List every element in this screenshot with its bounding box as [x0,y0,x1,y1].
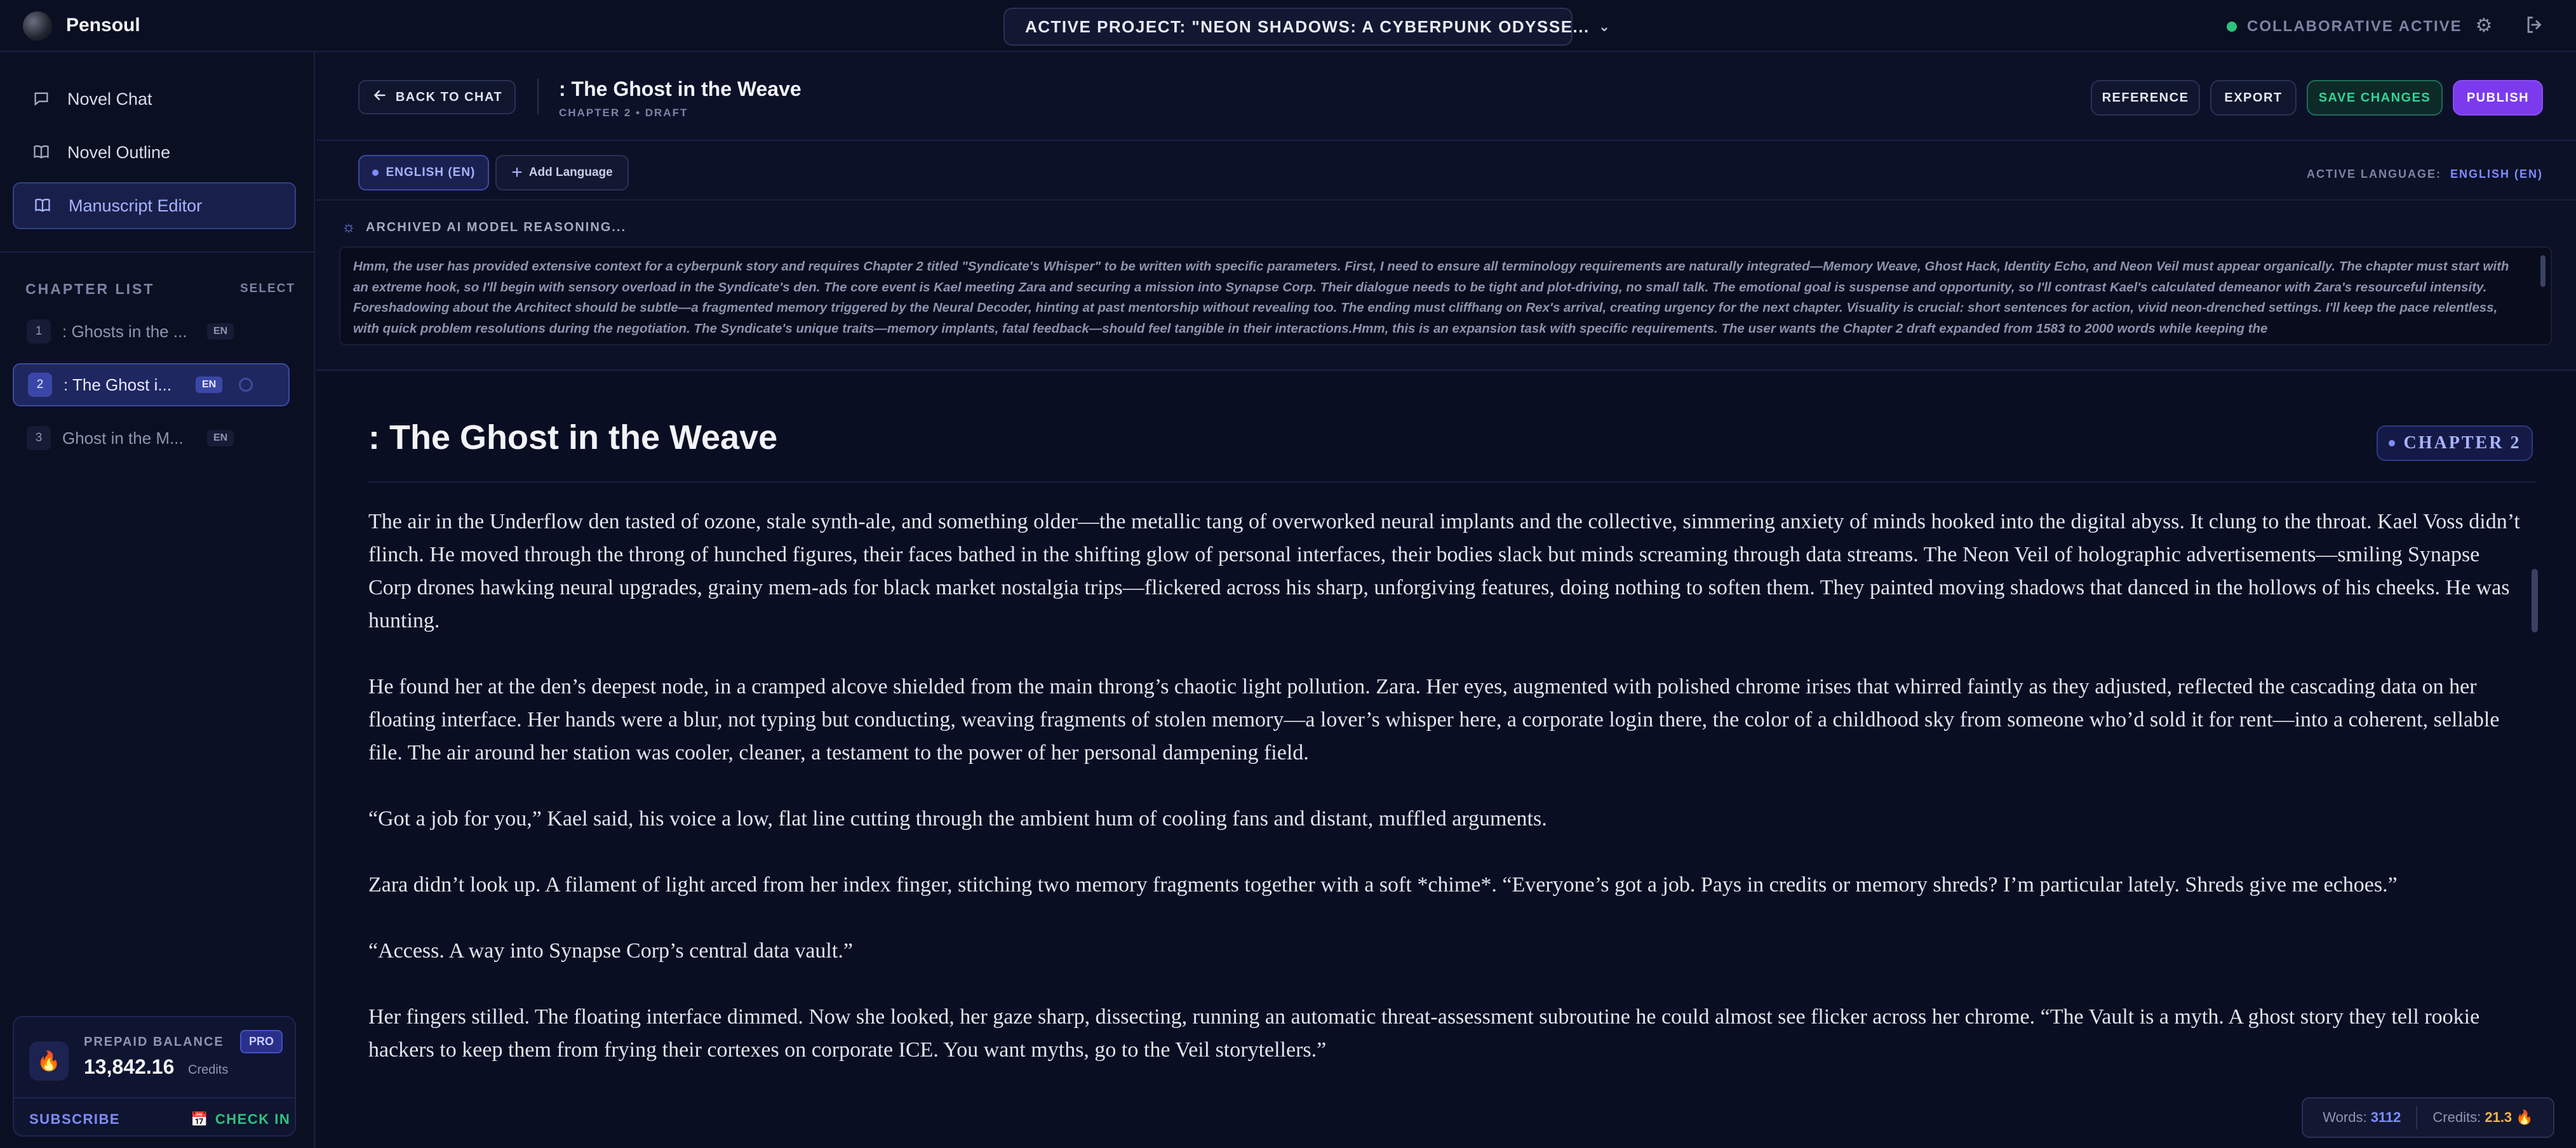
loading-ring-icon [239,378,253,392]
chapter-title: : The Ghost in the Weave [559,77,802,100]
fire-icon: 🔥 [29,1041,69,1081]
chapter-label: : Ghosts in the ... [62,321,187,341]
arrow-left-icon [372,87,388,107]
nav-label: Manuscript Editor [69,196,203,215]
reasoning-panel [316,202,2576,371]
chapter-lang-badge: EN [207,323,234,340]
project-name: ACTIVE PROJECT: "NEON SHADOWS: A CYBERPUNK ODYSSE... [1025,17,1590,36]
sparkle-icon: ☼ [342,218,357,236]
chapter-list-title: CHAPTER LIST [25,281,155,297]
chapter-number: 3 [27,426,51,450]
book-icon [32,143,51,162]
project-selector[interactable] [1003,8,1611,46]
paragraph: “Got a job for you,” Kael said, his voice a low, flat line cutting through the ambient hum of cooling fans and distant, muffled arguments. [368,807,1547,831]
logout-icon[interactable] [2523,14,2547,38]
divider [537,79,539,114]
reasoning-box[interactable] [339,246,2552,345]
nav-label: Novel Outline [67,142,171,162]
active-language [2307,168,2543,181]
back-label: BACK TO CHAT [395,90,503,104]
reasoning-header[interactable] [342,218,626,236]
subscribe-button[interactable]: SUBSCRIBE [29,1111,121,1127]
reasoning-text: Hmm, the user has provided extensive context for a cyberpunk story and requires Chapter 2 titled "Syndicate's Whisper" to be written with specific parameters. First, I need to ensure all terminology requirements are naturally integrated—Memory Weave, Ghost Hack, Identity Echo, and Neon Veil must appear organically. The chapter must start with an extreme hook, so I'll begin with sensory overload in the Syndicate's den. The core event is Kael meeting Zara and securing a mission into Synapse Corp. Their dialogue needs to be tight and plot-driving, no small talk. The emotional goal is suspense and opportunity, so I'll contrast Kael's calculated demeanor with Zara's resourceful intensity. Foreshadowing about the Architect should be subtle—a fragmented memory triggered by the Neural Decoder, hinting at past mentorship without revealing too. The ending must cliffhang on Rex's arrival, creating urgency for the next chapter. Visuality is crucial: short sentences for action, vivid neon-drenched settings. I'll keep the pace relentless, with quick problem resolutions during the negotiation. The Syndicate's unique traits—memory implants, fatal feedback—should feel tangible in their interactions.Hmm, this is an expansion task with specific requirements. The user wants the Chapter 2 draft expanded from 1583 to 2000 words while keeping the [353,259,2509,336]
credits-value: 21.3 [2485,1109,2512,1125]
language-chip-en[interactable] [358,155,489,190]
words-value: 3112 [2370,1109,2401,1125]
check-in-label: CHECK IN [215,1111,291,1127]
credits-stat [2432,1109,2533,1126]
chapter-number: 2 [28,373,52,397]
open-book-icon [33,196,52,215]
dot-icon [2389,440,2395,446]
export-button[interactable]: EXPORT [2210,80,2297,116]
nav-novel-chat[interactable] [13,76,296,123]
words-label: Words: [2323,1109,2367,1125]
credits-label: Credits: [2432,1109,2481,1125]
stats-bar [2302,1097,2554,1138]
chat-icon [32,90,51,109]
chevron-down-icon: ⌄ [1598,18,1611,34]
divider [2416,1106,2417,1129]
manuscript-body[interactable] [368,505,2528,1140]
brand-name: Pensoul [66,15,140,36]
back-to-chat-button[interactable] [358,80,516,114]
chapter-lang-badge: EN [207,430,234,446]
words-stat [2323,1109,2401,1126]
calendar-icon: 📅 [191,1111,209,1127]
chapter-number: 1 [27,319,51,344]
save-changes-button[interactable]: SAVE CHANGES [2307,80,2443,116]
paragraph: Her fingers stilled. The floating interface dimmed. Now she looked, her gaze sharp, dissecting, running an automatic threat-assessment subroutine he could almost see flicker across her chrome. “The Vault is a myth. A ghost story they tell rookie hackers to keep them from frying their cortexes on corporate ICE. You want myths, go to the Veil storytellers.” [368,1005,2480,1062]
logo-icon[interactable] [23,11,52,41]
collab-status [2227,18,2462,36]
reasoning-title: ARCHIVED AI MODEL REASONING... [366,220,627,234]
gear-icon[interactable]: ⚙ [2475,15,2493,36]
add-language-label: Add Language [528,166,613,179]
pro-badge: PRO [240,1030,283,1053]
chapter-subtitle: CHAPTER 2 • DRAFT [559,107,688,119]
top-bar [0,0,2576,52]
add-language-button[interactable] [495,155,629,190]
chapter-item-1[interactable] [13,310,290,353]
balance-amount: 13,842.16 [84,1055,175,1078]
select-button[interactable]: SELECT [240,282,295,295]
active-language-value: ENGLISH (EN) [2450,168,2543,180]
paragraph: Zara didn’t look up. A filament of light arced from her index finger, stitching two memory fragments together with a soft *chime*. “Everyone’s got a job. Pays in credits or memory shreds? I’m particular lately. Shreds give me echoes.” [368,873,2398,897]
chapter-item-2[interactable] [13,363,290,406]
check-in-button[interactable] [191,1111,290,1128]
dot-icon [372,170,379,176]
paragraph: “Access. A way into Synapse Corp’s central data vault.” [368,939,853,963]
nav-manuscript-editor[interactable] [13,182,296,229]
chapter-item-3[interactable] [13,417,290,460]
main-panel [316,52,2576,1148]
plus-icon: + [511,162,523,183]
chapter-badge-label: CHAPTER 2 [2403,433,2521,453]
status-dot-icon [2227,22,2237,32]
scrollbar[interactable] [2540,255,2546,287]
editor-header [316,52,2576,141]
chapter-badge [2377,425,2533,461]
manuscript-content [316,372,2576,1148]
collab-status-label: COLLABORATIVE ACTIVE [2247,18,2462,35]
manuscript-title[interactable]: : The Ghost in the Weave [368,418,778,457]
chapter-label: : The Ghost i... [64,375,172,394]
sidebar [0,52,315,1148]
language-bar [316,142,2576,201]
reference-button[interactable]: REFERENCE [2091,80,2200,116]
divider [14,1097,295,1098]
divider [0,251,315,253]
chapter-label: Ghost in the M... [62,428,184,448]
scrollbar[interactable] [2532,569,2538,632]
nav-label: Novel Chat [67,89,152,109]
fire-icon: 🔥 [2516,1109,2533,1125]
balance-card [13,1016,296,1137]
paragraph: The air in the Underflow den tasted of ozone, stale synth-ale, and something older—the metallic tang of overworked neural implants and the collective, simmering anxiety of minds hooked into the digital abyss. It clung to the throat. Kael Voss didn’t flinch. He moved through the throng of hunched figures, their faces bathed in the shifting glow of personal interfaces, their bodies slack but minds screaming through data streams. The Neon Veil of holographic advertisements—smiling Synapse Corp drones hawking neural upgrades, grainy mem-ads for black market nostalgia trips—flickered across his sharp, unforgiving features, doing nothing to soften them. They painted moving shadows that danced in the hollows of his cheeks. He was hunting. [368,510,2520,632]
divider [368,481,2535,483]
active-language-label: ACTIVE LANGUAGE: [2306,168,2441,180]
chapter-lang-badge: EN [196,377,222,393]
paragraph: He found her at the den’s deepest node, in a cramped alcove shielded from the main throng’s chaotic light pollution. Zara. Her eyes, augmented with polished chrome irises that whirred faintly as they adjusted, reflected the cascading data on her floating interface. Her hands were a blur, not typing but conducting, weaving fragments of stolen memory—a lover’s whisper here, a corporate login there, the color of a childhood sky from someone who’d sold it for rent—into a coherent, sellable file. The air around her station was cooler, cleaner, a testament to the power of her personal dampening field. [368,675,2500,764]
balance-unit: Credits [188,1063,229,1077]
balance-label: PREPAID BALANCE [84,1035,224,1049]
publish-button[interactable]: PUBLISH [2453,80,2543,116]
nav-novel-outline[interactable] [13,129,296,176]
language-chip-label: ENGLISH (EN) [386,166,476,179]
